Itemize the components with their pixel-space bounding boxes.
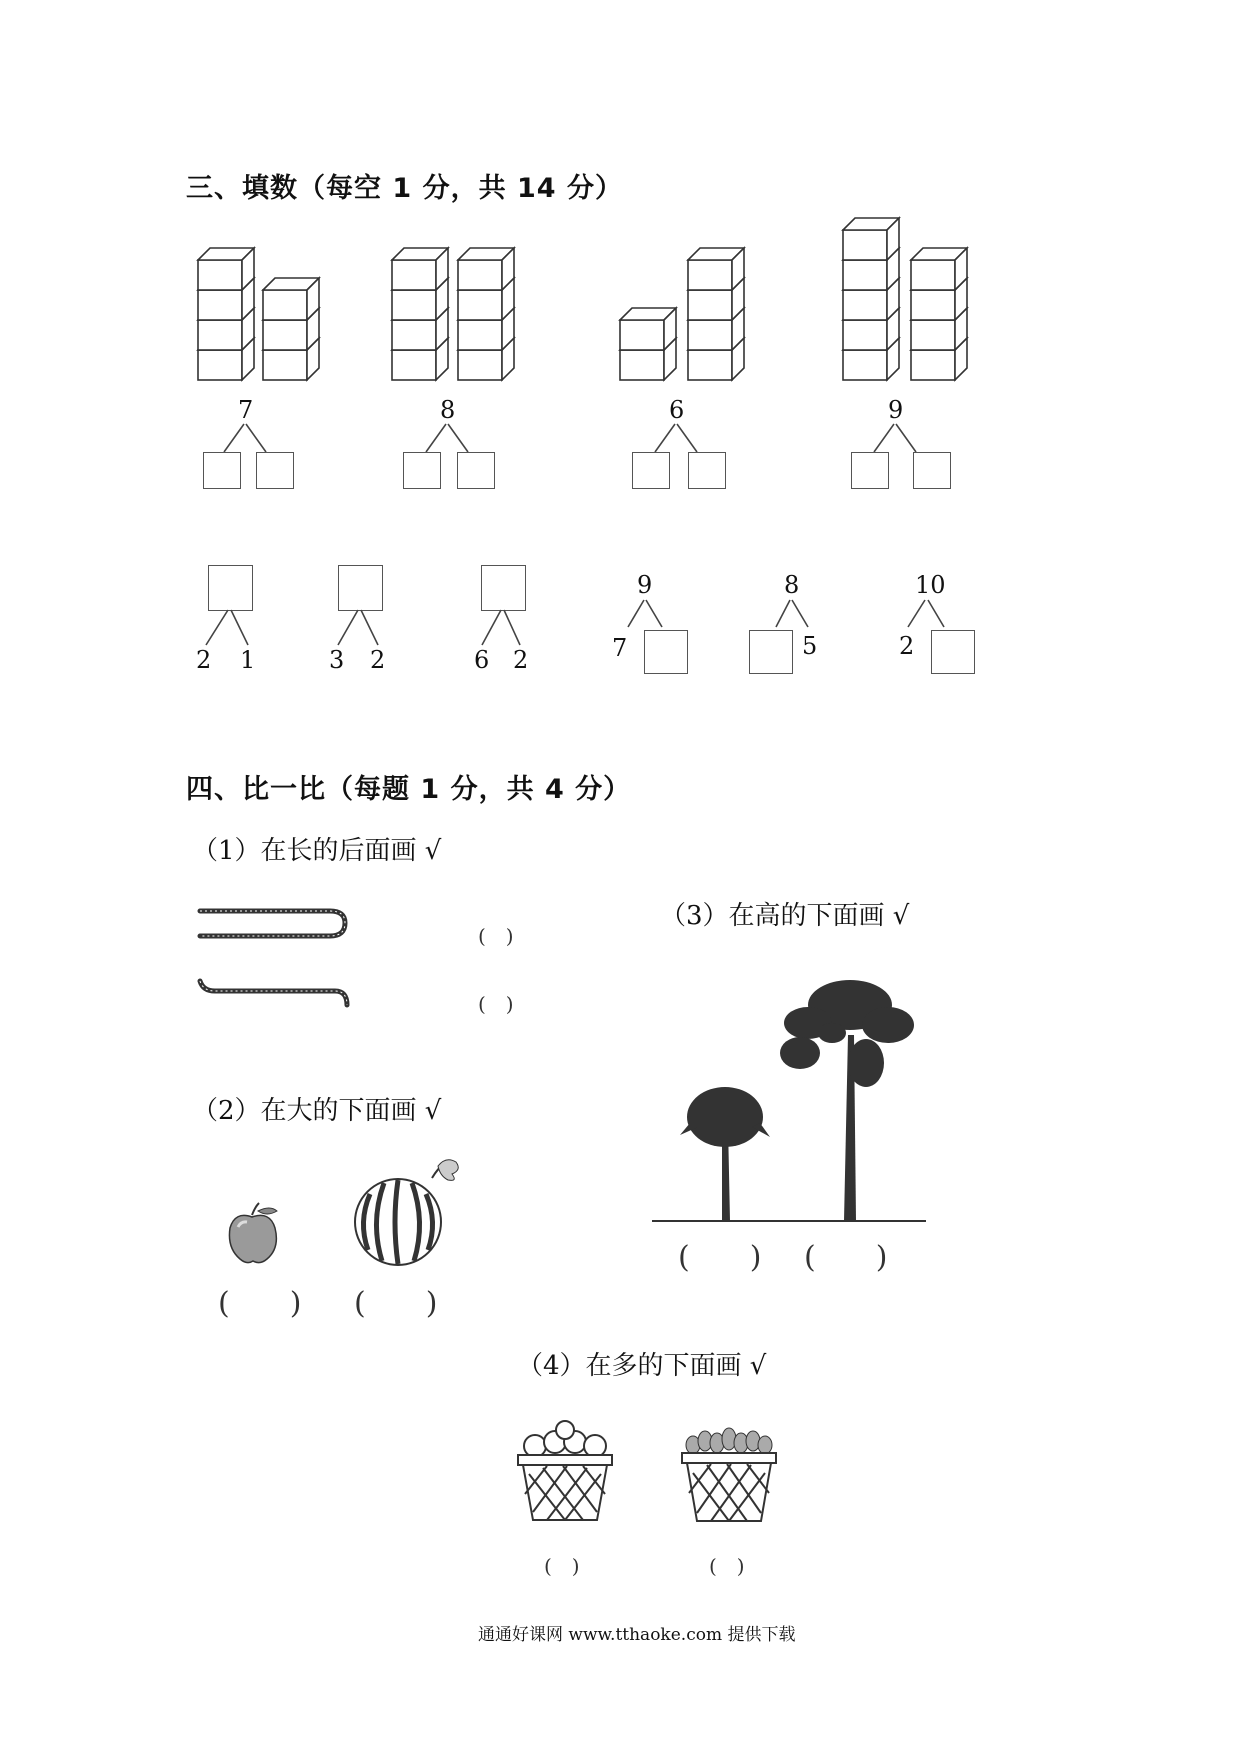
answer-box[interactable] xyxy=(644,630,688,674)
decomp-total-2: 8 xyxy=(440,396,456,424)
q1-blank-2[interactable]: ( ) xyxy=(478,992,514,1016)
partial-total-1: 9 xyxy=(637,571,653,599)
decomp-total-3: 6 xyxy=(669,396,685,424)
partial-given-1: 7 xyxy=(612,634,628,662)
section4-title: 四、比一比（每题 1 分，共 4 分） xyxy=(186,774,632,805)
basket-icon xyxy=(679,1425,779,1525)
watermelon-icon xyxy=(352,1158,467,1268)
comp-left-2: 3 xyxy=(329,646,345,674)
decomp-total-1: 7 xyxy=(238,396,254,424)
q1-blank-1[interactable]: ( ) xyxy=(478,924,514,948)
q4-blank-2[interactable]: ( ) xyxy=(709,1554,745,1578)
q2-label: （2）在大的下面画 √ xyxy=(192,1096,442,1126)
basket-icon xyxy=(515,1412,615,1522)
apple-icon xyxy=(225,1203,285,1268)
q2-blank-1[interactable]: ( ) xyxy=(218,1286,302,1321)
footer-text: 通通好课网 www.tthaoke.com 提供下载 xyxy=(478,1625,796,1645)
tree-icon xyxy=(650,975,930,1225)
q3-blank-2[interactable]: ( ) xyxy=(804,1240,888,1275)
partial-total-3: 10 xyxy=(915,571,946,599)
answer-box[interactable] xyxy=(931,630,975,674)
partial-branches xyxy=(0,0,1240,700)
q2-blank-2[interactable]: ( ) xyxy=(354,1286,438,1321)
comp-right-3: 2 xyxy=(513,646,529,674)
partial-total-2: 8 xyxy=(784,571,800,599)
comp-right-2: 2 xyxy=(370,646,386,674)
q3-blank-1[interactable]: ( ) xyxy=(678,1240,762,1275)
comp-left-3: 6 xyxy=(474,646,490,674)
partial-given-2: 5 xyxy=(802,632,818,660)
decomp-total-4: 9 xyxy=(888,396,904,424)
q4-label: （4）在多的下面画 √ xyxy=(517,1351,767,1381)
q1-label: （1）在长的后面画 √ xyxy=(192,836,442,866)
comp-right-1: 1 xyxy=(240,646,256,674)
q4-blank-1[interactable]: ( ) xyxy=(544,1554,580,1578)
comp-left-1: 2 xyxy=(196,646,212,674)
answer-box[interactable] xyxy=(749,630,793,674)
rope-icon xyxy=(195,903,355,1013)
q3-label: （3）在高的下面画 √ xyxy=(660,901,910,931)
section3-title: 三、填数（每空 1 分，共 14 分） xyxy=(186,173,623,204)
partial-given-3: 2 xyxy=(899,632,915,660)
